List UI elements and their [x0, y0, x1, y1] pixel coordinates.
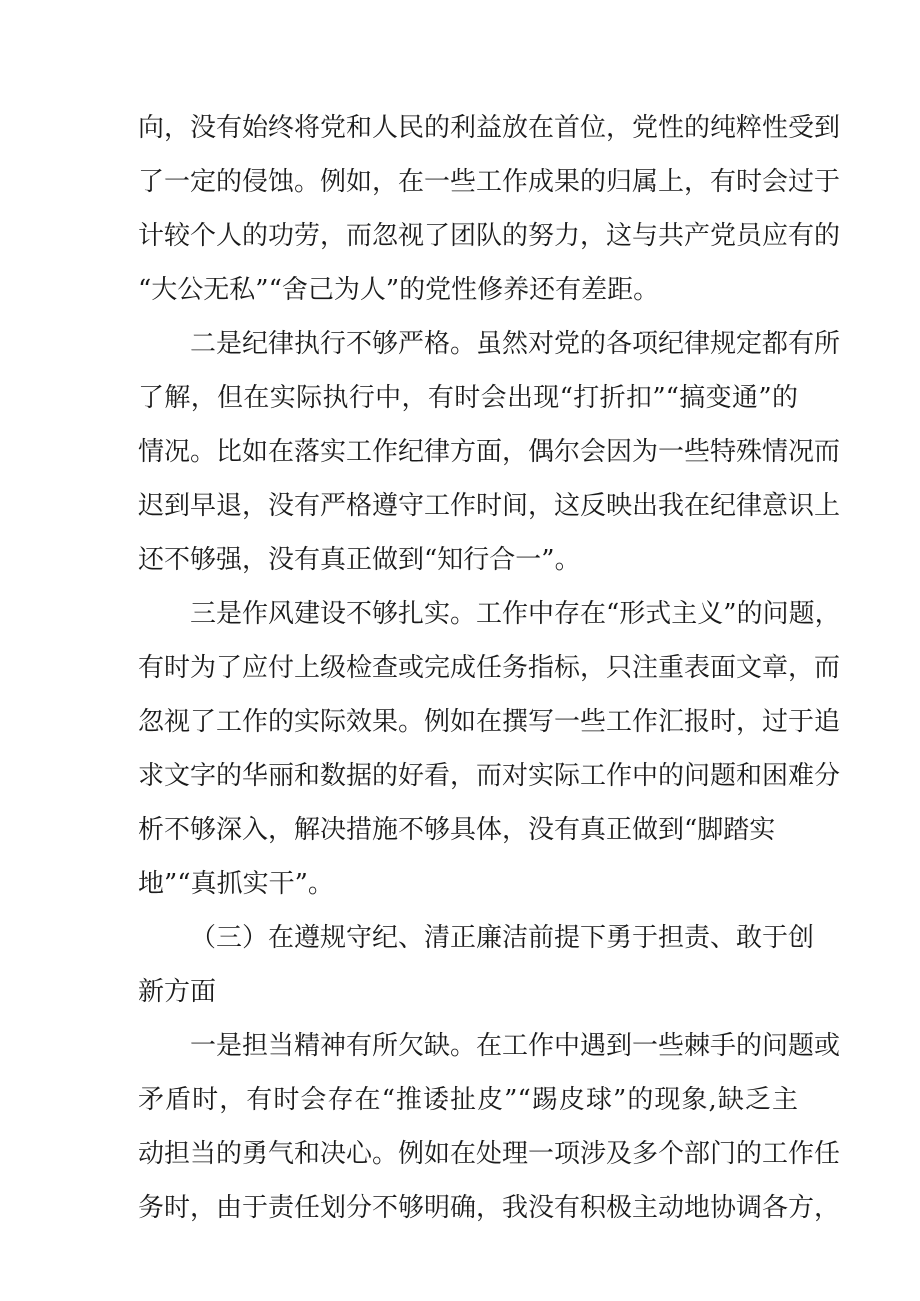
- paragraph-line: 地”“真抓实干”。: [138, 869, 334, 899]
- paragraph-line: 忽视了工作的实际效果。例如在撰写一些工作汇报时，过于追: [138, 707, 841, 737]
- paragraph-line: 析不够深入，解决措施不够具体，没有真正做到“脚踏实: [138, 815, 776, 845]
- paragraph-line: 还不够强，没有真正做到“知行合一”。: [138, 545, 581, 575]
- paragraph-line: 二是纪律执行不够严格。虽然对党的各项纪律规定都有所: [190, 329, 841, 359]
- paragraph-line: 有时为了应付上级检查或完成任务指标，只注重表面文章，而: [138, 653, 841, 683]
- section-heading: 新方面: [138, 977, 217, 1007]
- paragraph-line: 三是作风建设不够扎实。工作中存在“形式主义”的问题，: [190, 599, 841, 629]
- paragraph-line: 向，没有始终将党和人民的利益放在首位，党性的纯粹性受到: [138, 113, 841, 143]
- paragraph-line: 了解，但在实际执行中，有时会出现“打折扣”“搞变通”的: [138, 383, 798, 413]
- paragraph-line: 迟到早退，没有严格遵守工作时间，这反映出我在纪律意识上: [138, 491, 841, 521]
- section-heading: （三）在遵规守纪、清正廉洁前提下勇于担责、敢于创: [190, 923, 815, 953]
- paragraph-line: 一是担当精神有所欠缺。在工作中遇到一些棘手的问题或: [190, 1031, 841, 1061]
- paragraph-line: 务时，由于责任划分不够明确，我没有积极主动地协调各方，: [138, 1193, 841, 1223]
- paragraph-line: 情况。比如在落实工作纪律方面，偶尔会因为一些特殊情况而: [138, 437, 841, 467]
- paragraph-line: “大公无私”“舍己为人”的党性修养还有差距。: [138, 275, 660, 305]
- paragraph-line: 动担当的勇气和决心。例如在处理一项涉及多个部门的工作任: [138, 1139, 841, 1169]
- paragraph-line: 了一定的侵蚀。例如，在一些工作成果的归属上，有时会过于: [138, 167, 841, 197]
- paragraph-line: 计较个人的功劳，而忽视了团队的努力，这与共产党员应有的: [138, 221, 841, 251]
- paragraph-line: 矛盾时，有时会存在“推诿扯皮”“踢皮球”的现象,缺乏主: [138, 1085, 798, 1115]
- paragraph-line: 求文字的华丽和数据的好看，而对实际工作中的问题和困难分: [138, 761, 841, 791]
